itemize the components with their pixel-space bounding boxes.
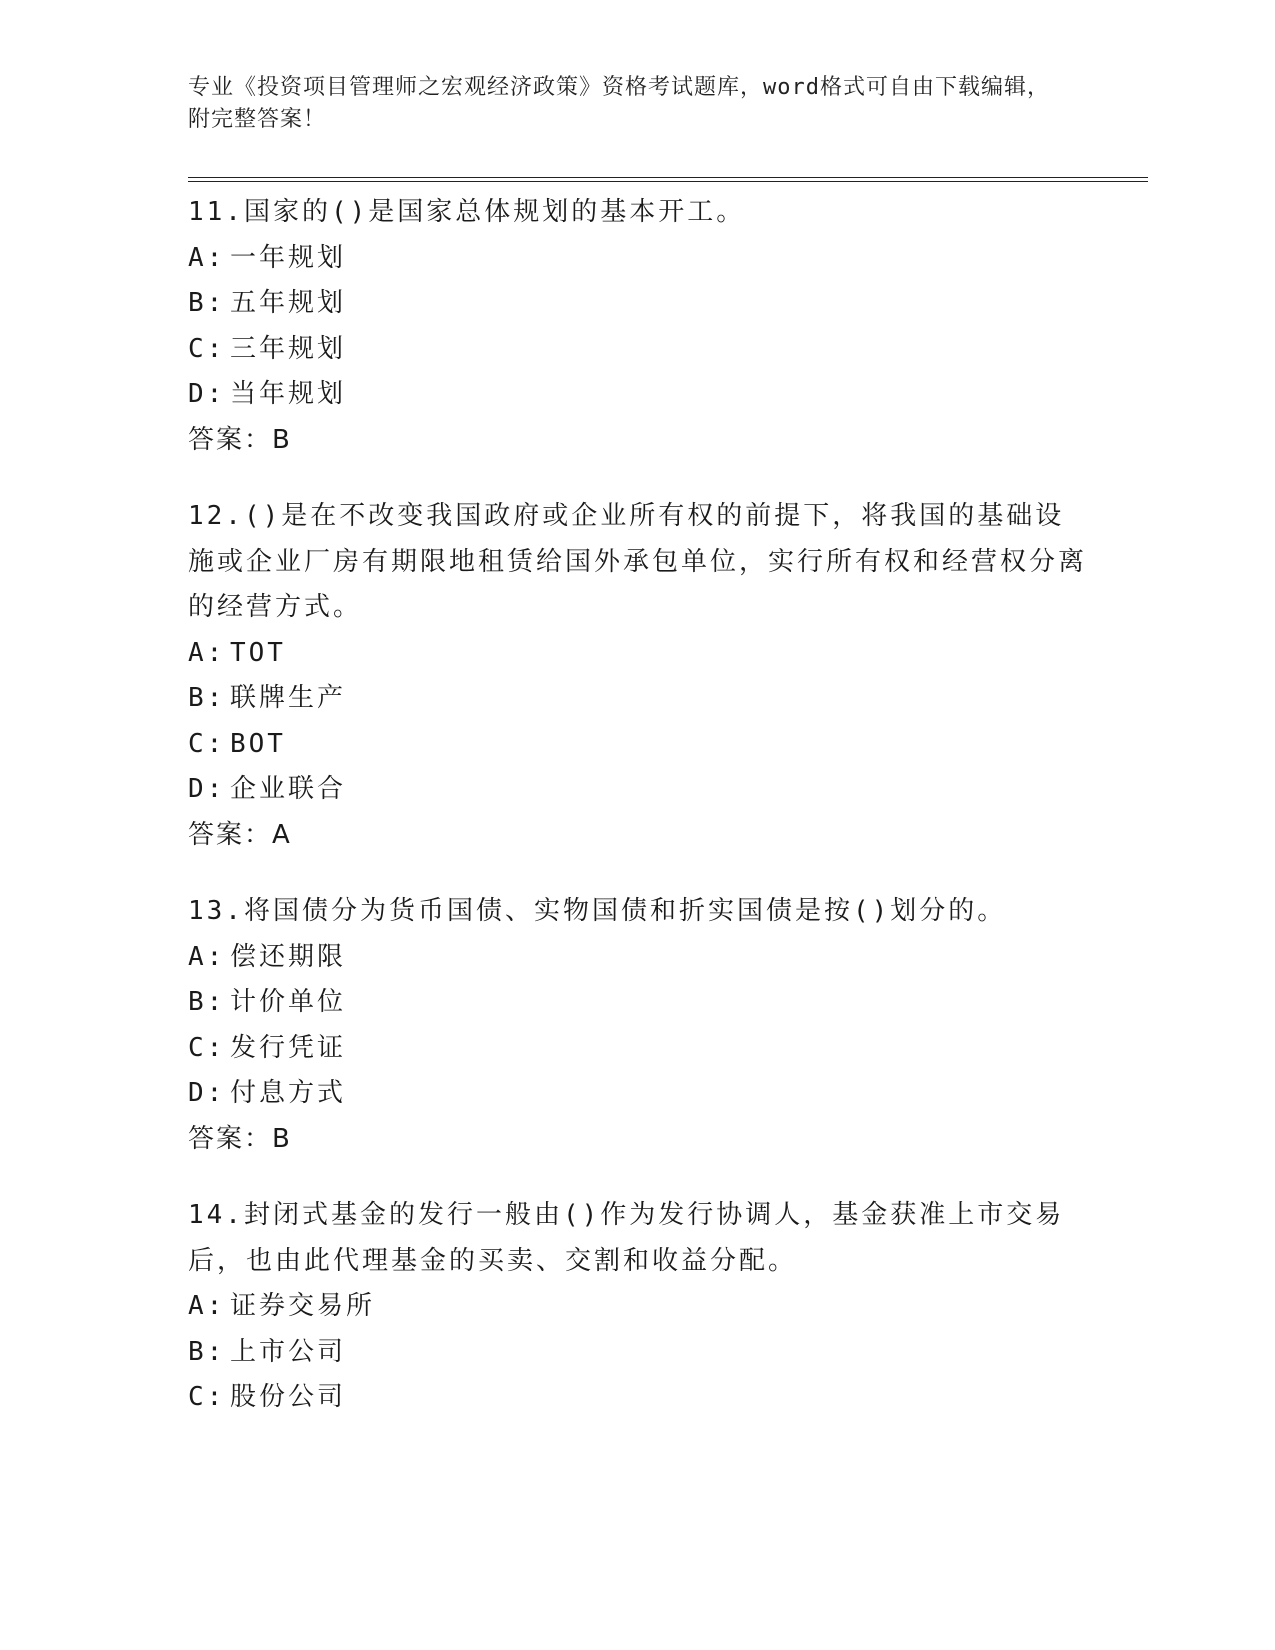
answer-line: 答案：B — [188, 424, 292, 455]
option-letter: C: — [188, 1382, 226, 1412]
option-d — [188, 767, 1088, 813]
option-letter: D: — [188, 1078, 226, 1108]
option-text: 上市公司 — [230, 1336, 347, 1367]
option-letter: A: — [188, 941, 226, 972]
option-letter: C: — [188, 1032, 226, 1063]
question-stem: 13.将国债分为货币国债、实物国债和折实国债是按()划分的。 — [188, 896, 1007, 926]
question-14 — [188, 1193, 1088, 1421]
option-d — [188, 1071, 1088, 1117]
option-text: 一年规划 — [230, 242, 347, 273]
question-stem: 12.()是在不改变我国政府或企业所有权的前提下，将我国的基础设施或企业厂房有期限地租赁给国外承包单位，实行所有权和经营权分离的经营方式。 — [188, 501, 1088, 622]
option-text: 证券交易所 — [230, 1291, 376, 1321]
answer-line: 答案：A — [188, 819, 292, 850]
question-stem: 14.封闭式基金的发行一般由()作为发行协调人，基金获准上市交易后，也由此代理基金的买卖、交割和收益分配。 — [188, 1200, 1065, 1276]
option-text: 五年规划 — [230, 288, 347, 318]
option-c — [188, 1026, 1088, 1072]
option-c — [188, 327, 1088, 373]
option-a — [188, 935, 1088, 981]
option-text: 联牌生产 — [230, 683, 347, 713]
option-b — [188, 676, 1088, 722]
option-text: 偿还期限 — [230, 941, 347, 972]
option-letter: D: — [188, 379, 226, 409]
question-13 — [188, 889, 1088, 1162]
option-letter: A: — [188, 1291, 226, 1321]
option-a — [188, 1284, 1088, 1330]
option-c — [188, 722, 1088, 768]
option-text: BOT — [230, 728, 286, 759]
option-letter: D: — [188, 774, 226, 804]
option-text: 当年规划 — [230, 379, 347, 409]
question-12 — [188, 494, 1088, 858]
option-text: 股份公司 — [230, 1382, 347, 1412]
option-letter: B: — [188, 987, 226, 1017]
answer-line: 答案：B — [188, 1123, 292, 1154]
option-text: 计价单位 — [230, 987, 347, 1017]
option-letter: A: — [188, 242, 226, 273]
header-divider-bottom — [188, 181, 1148, 182]
option-b — [188, 281, 1088, 327]
question-list — [188, 190, 1088, 1452]
option-c — [188, 1375, 1088, 1421]
option-text: TOT — [230, 637, 286, 668]
option-letter: C: — [188, 728, 226, 759]
option-d — [188, 372, 1088, 418]
option-text: 付息方式 — [230, 1078, 347, 1108]
option-letter: B: — [188, 288, 226, 318]
option-a — [188, 631, 1088, 677]
option-text: 三年规划 — [230, 333, 347, 364]
option-letter: B: — [188, 683, 226, 713]
header-divider-top — [188, 177, 1148, 178]
document-header: 专业《投资项目管理师之宏观经济政策》资格考试题库，word格式可自由下载编辑，附完整答案！ — [188, 75, 1050, 132]
option-b — [188, 980, 1088, 1026]
option-a — [188, 236, 1088, 282]
option-text: 发行凭证 — [230, 1032, 347, 1063]
question-stem: 11.国家的()是国家总体规划的基本开工。 — [188, 197, 746, 227]
option-letter: B: — [188, 1336, 226, 1367]
option-letter: A: — [188, 637, 226, 668]
option-letter: C: — [188, 333, 226, 364]
option-b — [188, 1330, 1088, 1376]
option-text: 企业联合 — [230, 774, 347, 804]
question-11 — [188, 190, 1088, 463]
